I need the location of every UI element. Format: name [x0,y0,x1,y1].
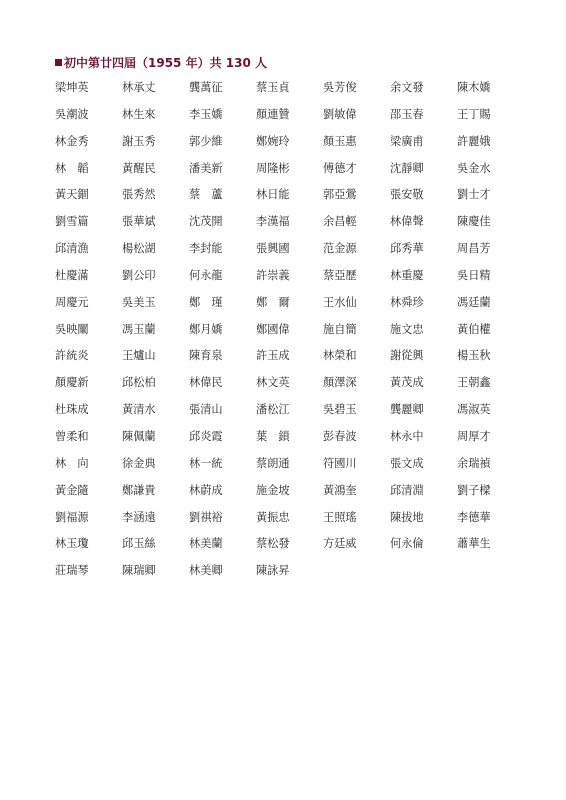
student-name: 郭亞鶯 [323,188,357,202]
student-name: 馮廷蘭 [457,295,491,309]
student-name: 林日能 [256,188,290,202]
student-name: 劉雪篇 [55,215,89,229]
student-name: 蕭華生 [457,537,491,551]
student-name: 陳育泉 [189,349,223,363]
student-name: 林一統 [189,456,223,470]
student-name: 葉 鎖 [256,429,290,443]
student-name: 吳金水 [457,161,491,175]
student-name: 林偉聲 [390,215,424,229]
student-name: 謝從興 [390,349,424,363]
student-name: 黃天錮 [55,188,89,202]
student-name: 陳佩蘭 [122,429,156,443]
student-name: 施自簡 [323,322,357,336]
student-name: 林玉瓊 [55,537,89,551]
student-name: 余文發 [390,81,424,94]
student-name-list [55,80,515,590]
student-name: 黃振忠 [256,510,290,524]
student-name: 顏連贊 [256,107,290,121]
student-name: 鄭國偉 [256,322,290,336]
student-name: 張文成 [390,456,424,470]
student-name: 張清山 [189,403,223,417]
student-name: 吳芳俊 [323,81,357,94]
student-name: 林文英 [256,376,290,390]
student-name: 何永倫 [390,537,424,551]
student-name: 許統炎 [55,349,89,363]
student-name: 周厚才 [457,429,491,443]
student-name: 陳拔地 [390,510,424,524]
student-name: 龔麗卿 [390,403,424,417]
student-name: 李封能 [189,242,223,256]
student-name: 顏慶新 [55,376,89,390]
student-name: 邱清淵 [390,483,424,497]
student-name: 劉敏偉 [323,107,357,121]
student-name: 范金源 [323,242,357,256]
student-name: 王朝鑫 [457,376,491,390]
student-name: 余昌輕 [323,215,357,229]
student-name: 潘松江 [256,403,290,417]
student-name: 余瑞禎 [457,456,491,470]
student-name: 林 韜 [55,161,89,175]
student-name: 梁廣甫 [390,134,424,148]
student-name: 鄭婉玲 [256,134,290,148]
student-name: 龔萬征 [189,81,223,94]
student-name: 張華斌 [122,215,156,229]
student-name: 吳潮波 [55,107,89,121]
student-name: 顏玉惠 [323,134,357,148]
student-name: 劉福源 [55,510,89,524]
student-name: 周慶元 [55,295,89,309]
student-name: 黃鴻奎 [323,483,357,497]
student-name: 劉士才 [457,188,491,202]
student-name: 傅德才 [323,161,357,175]
student-name: 陳瑞卿 [122,564,156,578]
student-name: 黃金隨 [55,483,89,497]
student-name: 吳映闡 [55,322,89,336]
student-name: 吳碧玉 [323,403,357,417]
student-name: 沈靜卿 [390,161,424,175]
student-name: 許麗娥 [457,134,491,148]
student-name: 顏澤深 [323,376,357,390]
student-name: 許玉成 [256,349,290,363]
student-name: 林美卿 [189,564,223,578]
student-name: 黃醒民 [122,161,156,175]
student-name: 施金坡 [256,483,290,497]
student-name: 李漢福 [256,215,290,229]
student-name: 何永龍 [189,268,223,282]
student-name: 黃茂成 [390,376,424,390]
student-name: 林蔚成 [189,483,223,497]
student-name: 蔡 蘆 [189,188,223,202]
student-name: 方廷威 [323,537,357,551]
student-name: 蔡亞歷 [323,268,357,282]
class-heading [55,53,267,71]
student-name: 邱秀華 [390,242,424,256]
student-name: 鄭月嬌 [189,322,223,336]
student-name: 徐金典 [122,456,156,470]
student-name: 杜珠成 [55,403,89,417]
student-name: 邱玉絲 [122,537,156,551]
square-bullet-icon [55,59,62,66]
student-name: 郭少維 [189,134,223,148]
student-name: 王爐山 [122,349,156,363]
student-name: 李德華 [457,510,491,524]
student-name: 馮淑英 [457,403,491,417]
student-name: 符國川 [323,456,357,470]
student-name: 陳詠昇 [256,564,290,578]
student-name: 周昌芳 [457,242,491,256]
student-name: 鄭 瑾 [189,295,223,309]
student-name: 彭春波 [323,429,357,443]
student-name: 邵玉春 [390,107,424,121]
student-name: 劉祺裕 [189,510,223,524]
student-name: 吳美玉 [122,295,156,309]
student-name: 馮玉蘭 [122,322,156,336]
student-name: 林舜珍 [390,295,424,309]
student-name: 劉公印 [122,268,156,282]
student-name: 林重慶 [390,268,424,282]
student-name: 邱炎霞 [189,429,223,443]
student-name: 林承丈 [122,81,156,94]
student-name: 張安敬 [390,188,424,202]
student-name: 蔡朗通 [256,456,290,470]
student-name: 蔡玉貞 [256,81,290,94]
student-name: 鄭 爾 [256,295,290,309]
student-name: 蔡松發 [256,537,290,551]
student-name: 許崇義 [256,268,290,282]
student-name: 吳日精 [457,268,491,282]
heading-text: 初中第廿四屆（1955 年）共 130 人 [64,55,267,70]
student-name: 林永中 [390,429,424,443]
student-name: 李玉嬌 [189,107,223,121]
student-name: 林偉民 [189,376,223,390]
student-name: 潘美新 [189,161,223,175]
student-name: 沈茂開 [189,215,223,229]
student-name: 梁坤英 [55,81,89,94]
student-name: 陳木嬌 [457,81,491,94]
student-name: 林 向 [55,456,89,470]
student-name: 莊瑞琴 [55,564,89,578]
student-name: 林生來 [122,107,156,121]
student-name: 王水仙 [323,295,357,309]
student-name: 謝玉秀 [122,134,156,148]
student-name: 王照瑤 [323,510,357,524]
student-name: 曾柔和 [55,429,89,443]
student-name: 周隆彬 [256,161,290,175]
student-name: 林榮和 [323,349,357,363]
student-name: 林金秀 [55,134,89,148]
student-name: 林美蘭 [189,537,223,551]
student-name: 邱松柏 [122,376,156,390]
student-name: 黃伯權 [457,322,491,336]
student-name: 黃清水 [122,403,156,417]
student-name: 鄭謙貴 [122,483,156,497]
student-name: 施文忠 [390,322,424,336]
student-name: 杜慶滿 [55,268,89,282]
student-name: 陳慶佳 [457,215,491,229]
student-name: 劉子樑 [457,483,491,497]
student-name: 楊玉秋 [457,349,491,363]
student-name: 邱清漁 [55,242,89,256]
student-name: 楊松湖 [122,242,156,256]
student-name: 張秀然 [122,188,156,202]
student-name: 王丁賜 [457,107,491,121]
student-name: 張興國 [256,242,290,256]
student-name: 李涵遠 [122,510,156,524]
